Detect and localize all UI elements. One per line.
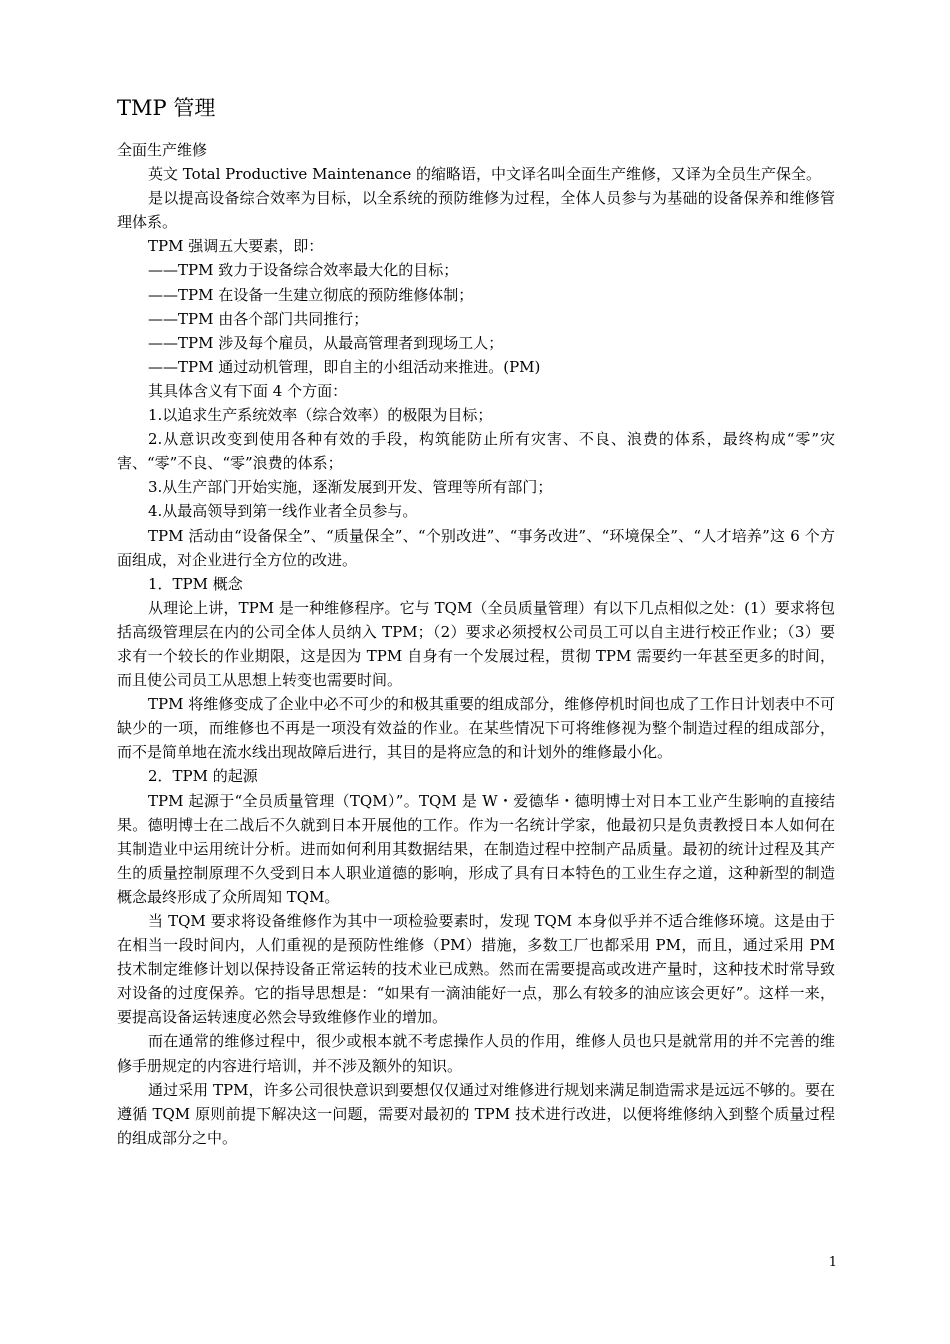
paragraph-concept-theory: 从理论上讲，TPM 是一种维修程序。它与 TQM（全员质量管理）有以下几点相似之处：(1）要求将包括高级管理层在内的公司全体人员纳入 TPM；（2）要求必须授权公司员工可以自主进行校正作业；（3）要求有一个较长的作业期限，这是因为 TPM 自身有一个发展过程，贯彻 TPM 需要约一年甚至更多的时间，而且使公司员工从思想上转变也需要时间。 [117, 598, 835, 690]
section-heading-origin: 2．TPM 的起源 [148, 767, 258, 786]
paragraph-origin-operators: 而在通常的维修过程中，很少或根本就不考虑操作人员的作用，维修人员也只是就常用的并不完善的维修手册规定的内容进行培训，并不涉及额外的知识。 [117, 1032, 835, 1075]
list-item-aspect-4: 4.从最高领导到第一线作业者全员参与。 [148, 502, 418, 521]
section-subtitle: 全面生产维修 [117, 141, 208, 159]
document-body [117, 138, 835, 1150]
paragraph-origin-tqm: TPM 起源于“全员质量管理（TQM）”。TQM 是 W・爱德华・德明博士对日本工业产生影响的直接结果。德明博士在二战后不久就到日本开展他的工作。作为一名统计学家，他最初只是负责教授日本人如何在其制造业中运用统计分析。进而如何利用其数据结果，在制造过程中控制产品质量。最初的统计过程及其产生的质量控制原理不久受到日本人职业道德的影响，形成了具有日本特色的工业生存之道，这种新型的制造概念最终形成了众所周知 TQM。 [117, 791, 835, 906]
list-item-aspect-1: 1.以追求生产系统效率（综合效率）的极限为目标； [148, 406, 493, 425]
list-item-element-1: ——TPM 致力于设备综合效率最大化的目标； [148, 261, 459, 280]
paragraph-four-aspects-intro: 其具体含义有下面 4 个方面： [148, 381, 348, 400]
paragraph-definition-english: 英文 Total Productive Maintenance 的缩略语，中文译名叫全面生产维修，又译为全员生产保全。 [148, 165, 822, 184]
paragraph-definition-goal: 是以提高设备综合效率为目标，以全系统的预防维修为过程，全体人员参与为基础的设备保养和维修管理体系。 [117, 189, 835, 232]
list-item-element-5: ——TPM 通过动机管理，即自主的小组活动来推进。(PM) [148, 357, 541, 376]
paragraph-concept-maintenance: TPM 将维修变成了企业中必不可少的和极其重要的组成部分，维修停机时间也成了工作日计划表中不可缺少的一项，而维修也不再是一项没有效益的作业。在某些情况下可将维修视为整个制造过程的组成部分，而不是简单地在流水线出现故障后进行，其目的是将应急的和计划外的维修最小化。 [117, 695, 835, 762]
page-number: 1 [828, 1255, 837, 1270]
list-item-element-3: ——TPM 由各个部门共同推行； [148, 309, 369, 328]
list-item-aspect-3: 3.从生产部门开始实施，逐渐发展到开发、管理等所有部门； [148, 478, 553, 497]
paragraph-origin-pm: 当 TQM 要求将设备维修作为其中一项检验要素时，发现 TQM 本身似乎并不适合维修环境。这是由于在相当一段时间内，人们重视的是预防性维修（PM）措施，多数工厂也都采用 PM，而且，通过采用 PM 技术制定维修计划以保持设备正常运转的技术业已成熟。然而在需要提高或改进产量时，这种技术时常导致对设备的过度保养。它的指导思想是：“如果有一滴油能好一点，那么有较多的油应该会更好”。这样一来，要提高设备运转速度必然会导致维修作业的增加。 [117, 912, 835, 1027]
paragraph-origin-adoption: 通过采用 TPM，许多公司很快意识到要想仅仅通过对维修进行规划来满足制造需求是远远不够的。要在遵循 TQM 原则前提下解决这一问题，需要对最初的 TPM 技术进行改进，以便将维修纳入到整个质量过程的组成部分之中。 [117, 1080, 835, 1147]
paragraph-tpm-activities: TPM 活动由“设备保全”、“质量保全”、“个别改进”、“事务改进”、“环境保全”、“人才培养”这 6 个方面组成，对企业进行全方位的改进。 [117, 526, 835, 569]
paragraph-five-elements-intro: TPM 强调五大要素，即： [148, 237, 324, 256]
page-title: TMP 管理 [117, 96, 216, 120]
list-item-aspect-2: 2.从意识改变到使用各种有效的手段，构筑能防止所有灾害、不良、浪费的体系，最终构成“零”灾害、“零”不良、“零”浪费的体系； [117, 430, 835, 473]
list-item-element-2: ——TPM 在设备一生建立彻底的预防维修体制； [148, 285, 474, 304]
list-item-element-4: ——TPM 涉及每个雇员，从最高管理者到现场工人； [148, 333, 504, 352]
section-heading-concept: 1．TPM 概念 [148, 574, 243, 593]
